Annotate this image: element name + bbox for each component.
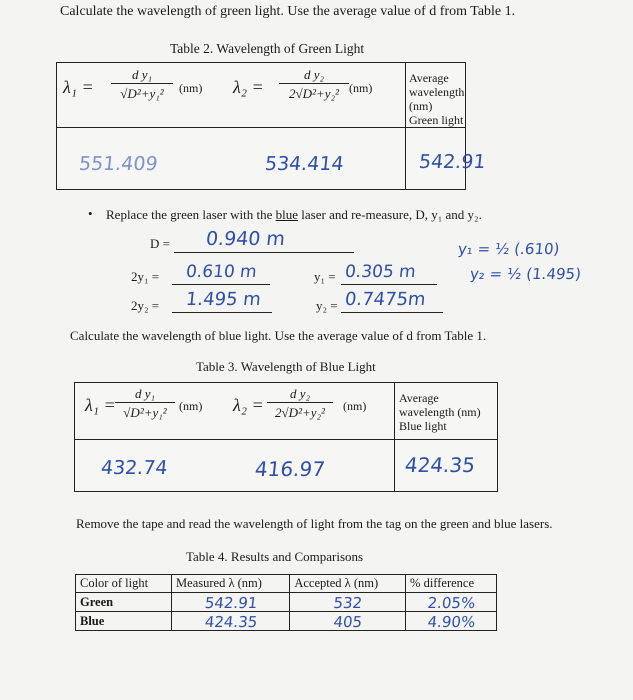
two-y1-line xyxy=(172,264,270,285)
bullet-text: Replace the green laser with the blue laser and re-measure, D, y₁ and y₂. xyxy=(106,207,482,222)
row-color: Blue xyxy=(76,612,172,631)
two-y1-label: 2y₁ = xyxy=(131,269,160,284)
row-accepted: 405 xyxy=(289,612,407,631)
d-value: 0.940 m xyxy=(204,228,287,250)
y1-value: 0.305 m xyxy=(343,262,417,282)
y2-line xyxy=(341,289,443,313)
blue-avg-value: 424.35 xyxy=(403,453,477,477)
lambda2-formula: $\frac{\text{d y₂}}{\text{2√D²+y₂²}}$ xyxy=(267,386,333,421)
unit-nm: (nm) xyxy=(349,81,373,95)
lambda2-symbol: λ₂ = xyxy=(233,77,264,97)
two-y2-line xyxy=(172,289,272,313)
lambda1-formula: $\frac{\text{d y₁}}{\text{√D²+y₁²}}$ xyxy=(115,386,175,421)
header-accepted: Accepted λ (nm) xyxy=(290,575,406,593)
green-lambda2-value: 534.414 xyxy=(263,153,345,175)
unit-nm: (nm) xyxy=(179,81,203,95)
avg-header: Average wavelength (nm) Green light xyxy=(409,71,465,127)
header-color: Color of light xyxy=(76,575,172,593)
y1-note: y₁ = ½ (.610) xyxy=(457,240,561,258)
two-y2-value: 1.495 m xyxy=(184,289,262,310)
lambda2-formula: $\frac{\text{d y₂}}{\text{2√D²+y₂²}}$ xyxy=(279,67,349,102)
unit-nm: (nm) xyxy=(179,399,203,413)
row-diff: 2.05% xyxy=(405,593,498,612)
header-measured: Measured λ (nm) xyxy=(172,575,290,593)
avg-header: Average wavelength (nm) Blue light xyxy=(399,391,481,433)
lambda1-formula: $\frac{\text{d y₁}}{\text{√D²+y₁²}}$ xyxy=(111,67,173,102)
lambda1-symbol: λ₁ = xyxy=(63,77,94,97)
intro-text: Calculate the wavelength of green light. Use the average value of d from Table 1. xyxy=(60,4,516,19)
table3-title: Table 3. Wavelength of Blue Light xyxy=(196,359,376,374)
y2-note: y₂ = ½ (1.495) xyxy=(469,265,582,283)
table-header-row xyxy=(76,575,497,593)
blue-intro-text: Calculate the wavelength of blue light. Use the average value of d from Table 1. xyxy=(70,328,487,343)
two-y1-value: 0.610 m xyxy=(184,262,258,282)
row-measured: 542.91 xyxy=(171,593,291,612)
d-value-line xyxy=(174,230,354,253)
row-measured: 424.35 xyxy=(171,612,291,631)
table-row xyxy=(76,612,497,631)
y1-label: y₁ = xyxy=(314,269,336,284)
y1-line xyxy=(341,264,437,285)
bullet-dot: • xyxy=(88,206,93,221)
green-avg-value: 542.91 xyxy=(417,151,487,173)
lambda1-symbol: λ₁ = xyxy=(85,395,116,415)
results-table xyxy=(75,574,497,631)
table2 xyxy=(56,62,487,190)
blue-lambda2-value: 416.97 xyxy=(253,457,327,481)
remove-text: Remove the tape and read the wavelength of light from the tag on the green and blue lasers. xyxy=(76,516,553,531)
table-row xyxy=(76,593,497,612)
row-color: Green xyxy=(76,593,172,612)
two-y2-label: 2y₂ = xyxy=(131,298,160,313)
d-label: D = xyxy=(150,236,170,251)
row-diff: 4.90% xyxy=(405,612,498,631)
table4-title: Table 4. Results and Comparisons xyxy=(186,549,364,564)
lambda2-symbol: λ₂ = xyxy=(233,395,264,415)
green-lambda1-value: 551.409 xyxy=(77,153,159,175)
y2-value: 0.7475m xyxy=(343,289,427,310)
table3 xyxy=(74,382,498,492)
table2-title: Table 2. Wavelength of Green Light xyxy=(170,41,365,56)
blue-lambda1-value: 432.74 xyxy=(99,457,169,479)
y2-label: y₂ = xyxy=(316,298,338,313)
row-accepted: 532 xyxy=(289,593,407,612)
unit-nm: (nm) xyxy=(343,399,367,413)
header-diff: % difference xyxy=(406,575,497,593)
